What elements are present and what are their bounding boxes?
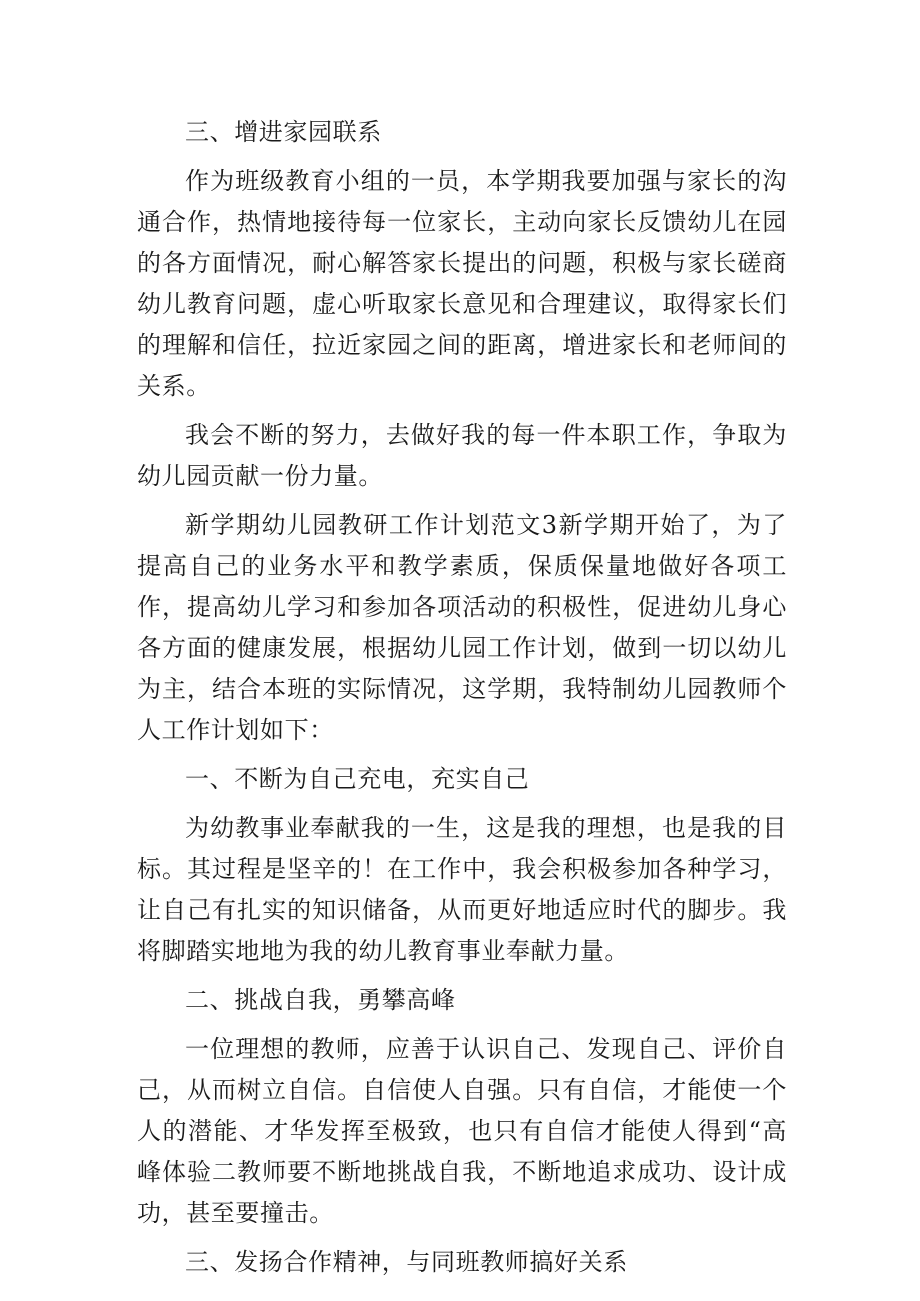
section-heading-home-school: 三、增进家园联系 <box>185 118 382 146</box>
paragraph-self-improvement: 为幼教事业奉献我的一生，这是我的理想，也是我的目标。其过程是坚辛的！在工作中，我会积极参加各种学习，让自己有扎实的知识储备，从而更好地适应时代的脚步。我将脚踏实地地为我的幼儿教育事业奉献力量。 <box>137 814 787 965</box>
paragraph-effort: 我会不断的努力，去做好我的每一件本职工作，争取为幼儿园贡献一份力量。 <box>137 421 787 490</box>
document-body <box>137 112 787 1291</box>
paragraph-plan-intro: 新学期幼儿园教研工作计划范文3新学期开始了，为了提高自己的业务水平和教学素质，保质保量地做好各项工作，提高幼儿学习和参加各项活动的积极性，促进幼儿身心各方面的健康发展，根据幼儿园工作计划，做到一切以幼儿为主，结合本班的实际情况，这学期，我特制幼儿园教师个人工作计划如下： <box>137 511 787 744</box>
section-heading-self-improvement: 一、不断为自己充电，充实自己 <box>185 765 530 793</box>
paragraph-challenge: 一位理想的教师，应善于认识自己、发现自己、评价自己，从而树立自信。自信使人自强。只有自信，才能使一个人的潜能、才华发挥至极致，也只有自信才能使人得到“高峰体验二教师要不断地挑战自我，不断地追求成功、设计成功，甚至要撞击。 <box>137 1035 787 1227</box>
section-heading-cooperation: 三、发扬合作精神，与同班教师搞好关系 <box>185 1248 628 1276</box>
section-heading-challenge: 二、挑战自我，勇攀高峰 <box>185 986 456 1014</box>
paragraph-home-school-contact: 作为班级教育小组的一员，本学期我要加强与家长的沟通合作，热情地接待每一位家长，主动向家长反馈幼儿在园的各方面情况，耐心解答家长提出的问题，积极与家长磋商幼儿教育问题，虚心听取家长意见和合理建议，取得家长们的理解和信任，拉近家园之间的距离，增进家长和老师间的关系。 <box>137 167 787 400</box>
